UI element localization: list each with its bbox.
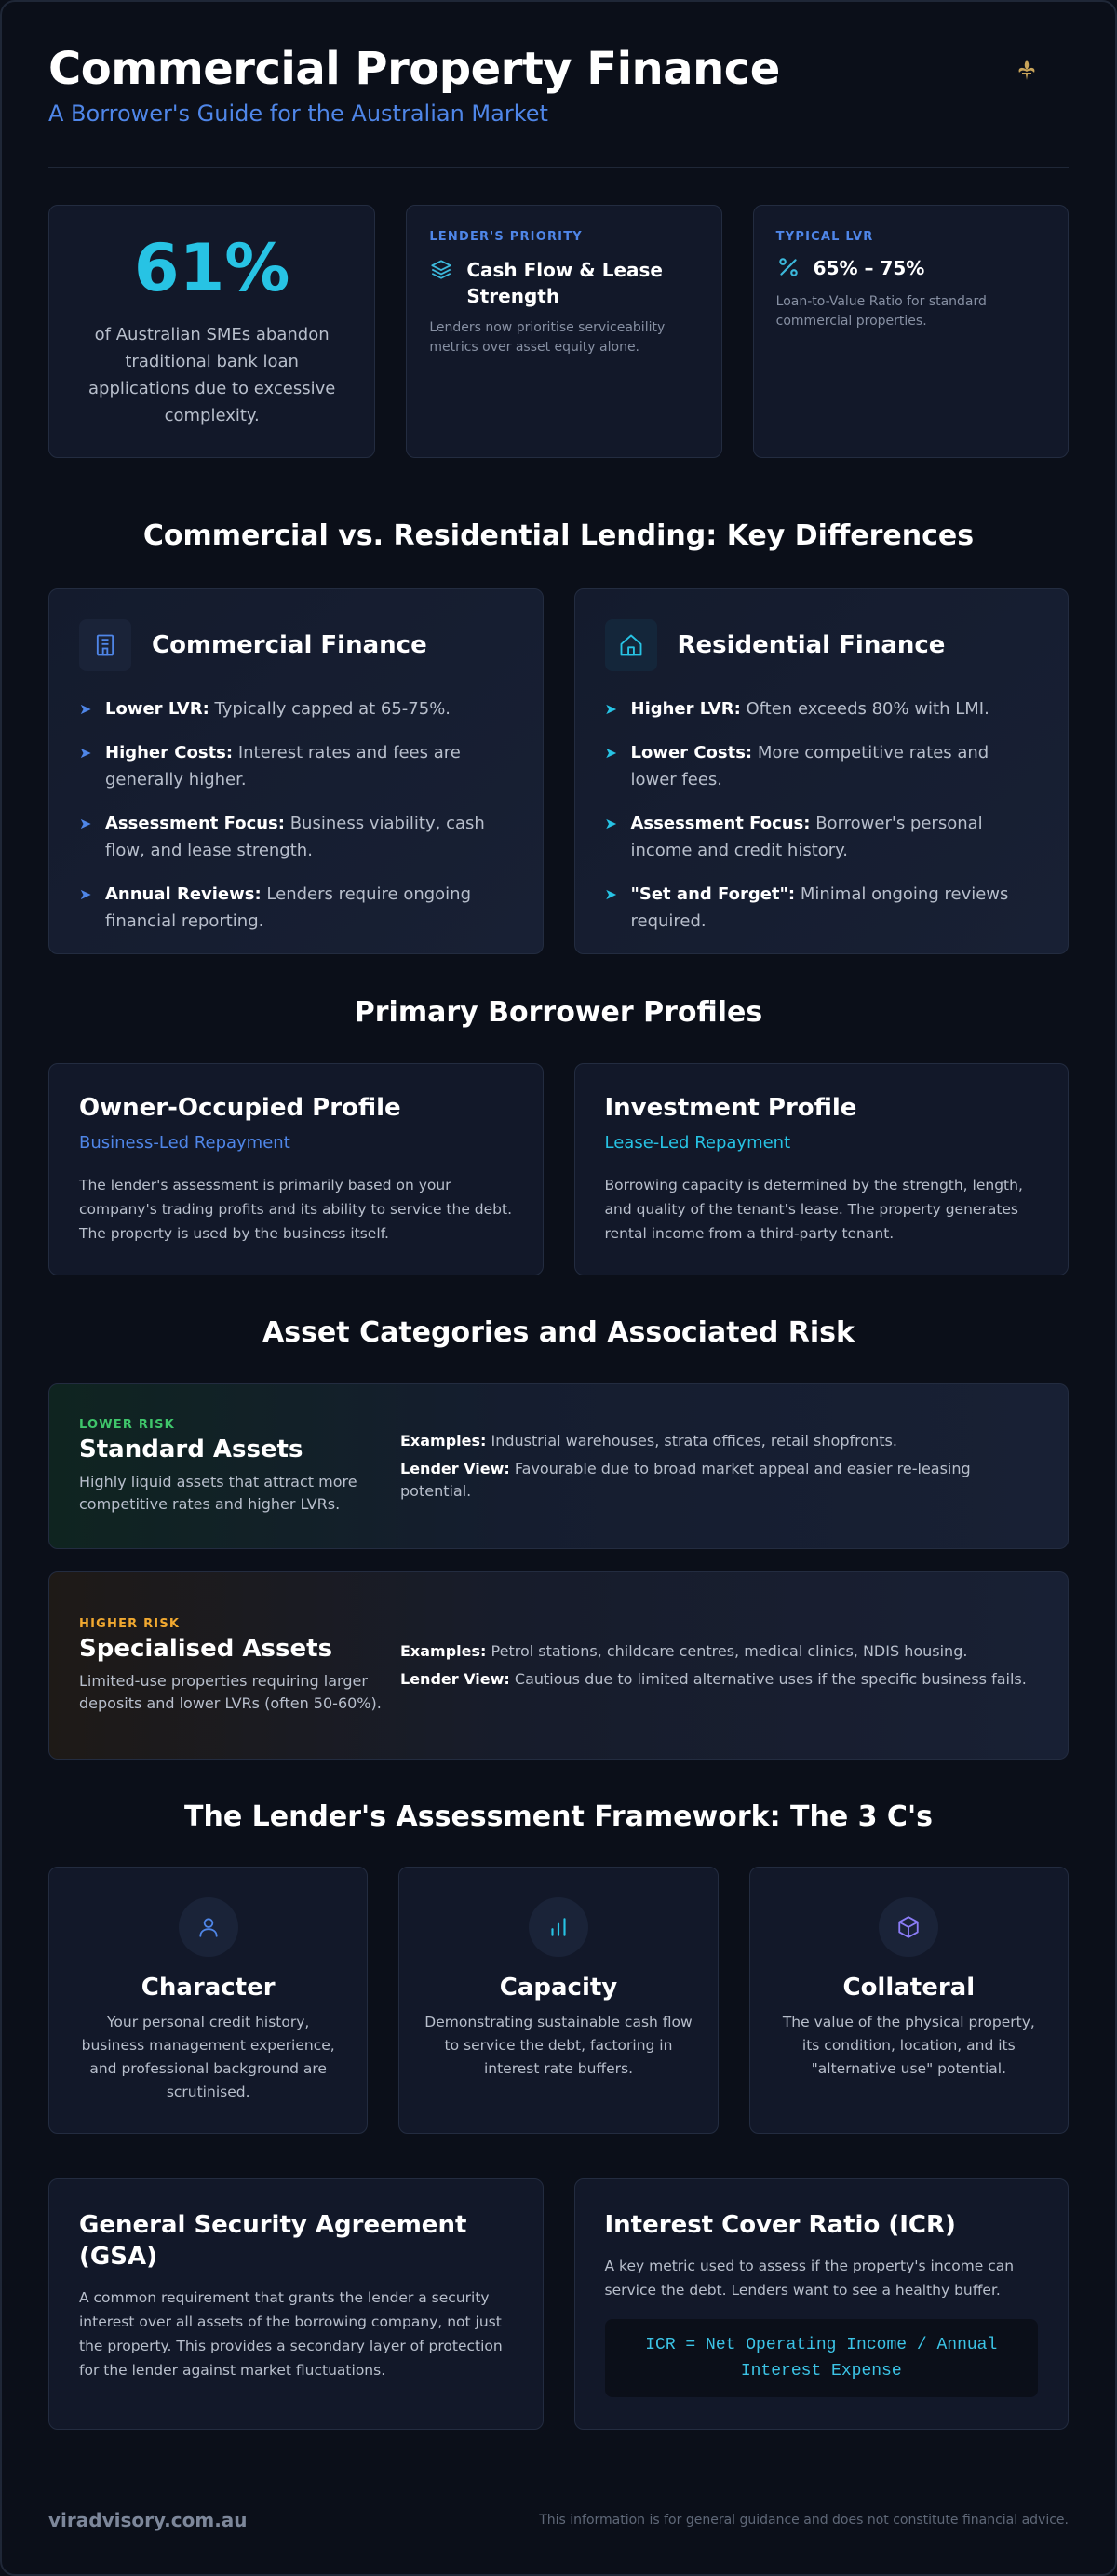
collateral-title: Collateral — [842, 1974, 976, 2002]
list-item: ➤ Lower Costs: More competitive rates and lower fees. — [605, 739, 1039, 793]
arrow-icon: ➤ — [604, 815, 617, 832]
collateral-desc: The value of the physical property, its condition, location, and its "alternative use" potential. — [782, 2014, 1035, 2077]
comparison-section-title: Commercial vs. Residential Lending: Key Differences — [142, 519, 975, 552]
typical-lvr-desc: Loan-to-Value Ratio for standard commercial properties. — [775, 294, 987, 329]
page-title: Commercial Property Finance — [48, 43, 780, 95]
specialised-assets-desc: Limited-use properties requiring larger deposits and lower LVRs (often 50-60%). — [79, 1671, 382, 1712]
arrow-icon: ➤ — [604, 744, 617, 762]
capacity-card — [398, 1867, 718, 2134]
icr-desc: A key metric used to assess if the property's income can service the debt. Lenders want to see a healthy buffer. — [604, 2258, 1015, 2299]
character-card — [48, 1867, 368, 2134]
gsa-desc: A common requirement that grants the lender a security interest over all assets of the borrowing company, not just the property. This provides a secondary layer of protection for the lender against market fluctuations. — [79, 2289, 503, 2379]
investment-desc: Borrowing capacity is determined by the strength, length, and quality of the tenant's lease. The property generates rental income from a third-party tenant. — [604, 1177, 1023, 1242]
specialised-assets-title: Specialised Assets — [79, 1634, 333, 1663]
commercial-finance-title: Commercial Finance — [152, 631, 427, 659]
standard-assets-title: Standard Assets — [79, 1435, 303, 1463]
residential-finance-title: Residential Finance — [677, 631, 946, 659]
building-icon — [79, 619, 131, 671]
list-item: ➤ Annual Reviews: Lenders require ongoing financial reporting. — [79, 881, 513, 935]
headline-stat-text: of Australian SMEs abandon traditional bank loan applications due to excessive complexity. — [87, 325, 336, 425]
arrow-icon: ➤ — [79, 700, 92, 718]
framework-cards — [48, 1867, 1069, 2134]
arrow-icon: ➤ — [604, 700, 617, 718]
user-icon — [179, 1897, 238, 1957]
specialised-assets-lender-view: Lender View: Cautious due to limited alternative uses if the specific business fails. — [400, 1670, 1027, 1688]
fleur-de-lis-logo-icon — [994, 58, 1059, 97]
lender-priority-title: Cash Flow & Lease Strength — [466, 259, 663, 307]
investment-subtitle: Lease-Led Repayment — [604, 1133, 791, 1153]
list-item: ➤ Higher LVR: Often exceeds 80% with LMI. — [605, 695, 1039, 722]
cube-icon — [879, 1897, 938, 1957]
icr-card — [574, 2178, 1070, 2430]
list-item: ➤ Lower LVR: Typically capped at 65-75%. — [79, 695, 513, 722]
residential-finance-card — [574, 588, 1070, 954]
collateral-card — [749, 1867, 1069, 2134]
headline-stat-card — [48, 205, 375, 458]
headline-stat-value: 61% — [133, 230, 290, 306]
character-desc: Your personal credit history, business management experience, and professional background are scrutinised. — [81, 2014, 335, 2100]
footer-disclaimer: This information is for general guidance and does not constitute financial advice. — [539, 2513, 1069, 2528]
layers-icon — [429, 257, 453, 281]
commercial-finance-card — [48, 588, 544, 954]
list-item: ➤ Higher Costs: Interest rates and fees are generally higher. — [79, 739, 513, 793]
commercial-finance-list — [79, 695, 513, 935]
bar-chart-icon — [529, 1897, 588, 1957]
percent-icon — [776, 255, 801, 279]
owner-occupied-card — [48, 1063, 544, 1275]
footer-site-link[interactable]: viradvisory.com.au — [48, 2509, 248, 2531]
higher-risk-tag: HIGHER RISK — [79, 1616, 181, 1631]
list-item: ➤ Assessment Focus: Business viability, cash flow, and lease strength. — [79, 810, 513, 864]
typical-lvr-card — [753, 205, 1069, 458]
owner-occupied-title: Owner-Occupied Profile — [79, 1094, 401, 1122]
list-item: ➤ Assessment Focus: Borrower's personal income and credit history. — [605, 810, 1039, 864]
profile-cards — [48, 1063, 1069, 1275]
standard-assets-desc: Highly liquid assets that attract more competitive rates and higher LVRs. — [79, 1472, 357, 1513]
investment-title: Investment Profile — [604, 1094, 857, 1122]
list-item: ➤ "Set and Forget": Minimal ongoing reviews required. — [605, 881, 1039, 935]
page-footer — [48, 2475, 1069, 2575]
owner-occupied-desc: The lender's assessment is primarily based on your company's trading profits and its ability to service the debt. The property is used by the business itself. — [79, 1177, 513, 1242]
residential-finance-list — [605, 695, 1039, 935]
page-header — [48, 2, 1069, 168]
arrow-icon: ➤ — [79, 744, 92, 762]
assets-section-title: Asset Categories and Associated Risk — [262, 1316, 855, 1349]
character-title: Character — [141, 1974, 276, 2002]
page-subtitle: A Borrower's Guide for the Australian Market — [48, 101, 548, 127]
house-icon — [605, 619, 657, 671]
arrow-icon: ➤ — [79, 815, 92, 832]
lender-priority-label: LENDER'S PRIORITY — [429, 230, 583, 244]
arrow-icon: ➤ — [79, 885, 92, 903]
gsa-title: General Security Agreement (GSA) — [79, 2211, 467, 2271]
investment-card — [574, 1063, 1070, 1275]
lower-risk-tag: LOWER RISK — [79, 1417, 175, 1432]
lender-priority-desc: Lenders now prioritise serviceability metrics over asset equity alone. — [429, 320, 666, 355]
capacity-desc: Demonstrating sustainable cash flow to service the debt, factoring in interest rate buffers. — [424, 2014, 693, 2077]
standard-assets-examples: Examples: Industrial warehouses, strata offices, retail shopfronts. — [400, 1432, 897, 1450]
lender-priority-card — [406, 205, 721, 458]
standard-assets-card — [48, 1383, 1069, 1549]
arrow-icon: ➤ — [604, 885, 617, 903]
typical-lvr-label: TYPICAL LVR — [775, 230, 874, 244]
capacity-title: Capacity — [499, 1974, 618, 2002]
comparison-cards — [48, 588, 1069, 954]
icr-formula: ICR = Net Operating Income / Annual Interest Expense — [605, 2319, 1039, 2397]
owner-occupied-subtitle: Business-Led Repayment — [79, 1133, 290, 1153]
typical-lvr-value: 65% – 75% — [813, 257, 925, 279]
profiles-section-title: Primary Borrower Profiles — [354, 996, 763, 1029]
stats-row — [48, 205, 1069, 458]
icr-title: Interest Cover Ratio (ICR) — [604, 2211, 956, 2239]
framework-section-title: The Lender's Assessment Framework: The 3 C's — [184, 1801, 933, 1833]
specialised-assets-examples: Examples: Petrol stations, childcare centres, medical clinics, NDIS housing. — [400, 1642, 968, 1660]
gsa-card — [48, 2178, 544, 2430]
specialised-assets-card — [48, 1571, 1069, 1760]
info-cards — [48, 2178, 1069, 2430]
standard-assets-lender-view: Lender View: Favourable due to broad market appeal and easier re-leasing potential. — [400, 1460, 971, 1500]
